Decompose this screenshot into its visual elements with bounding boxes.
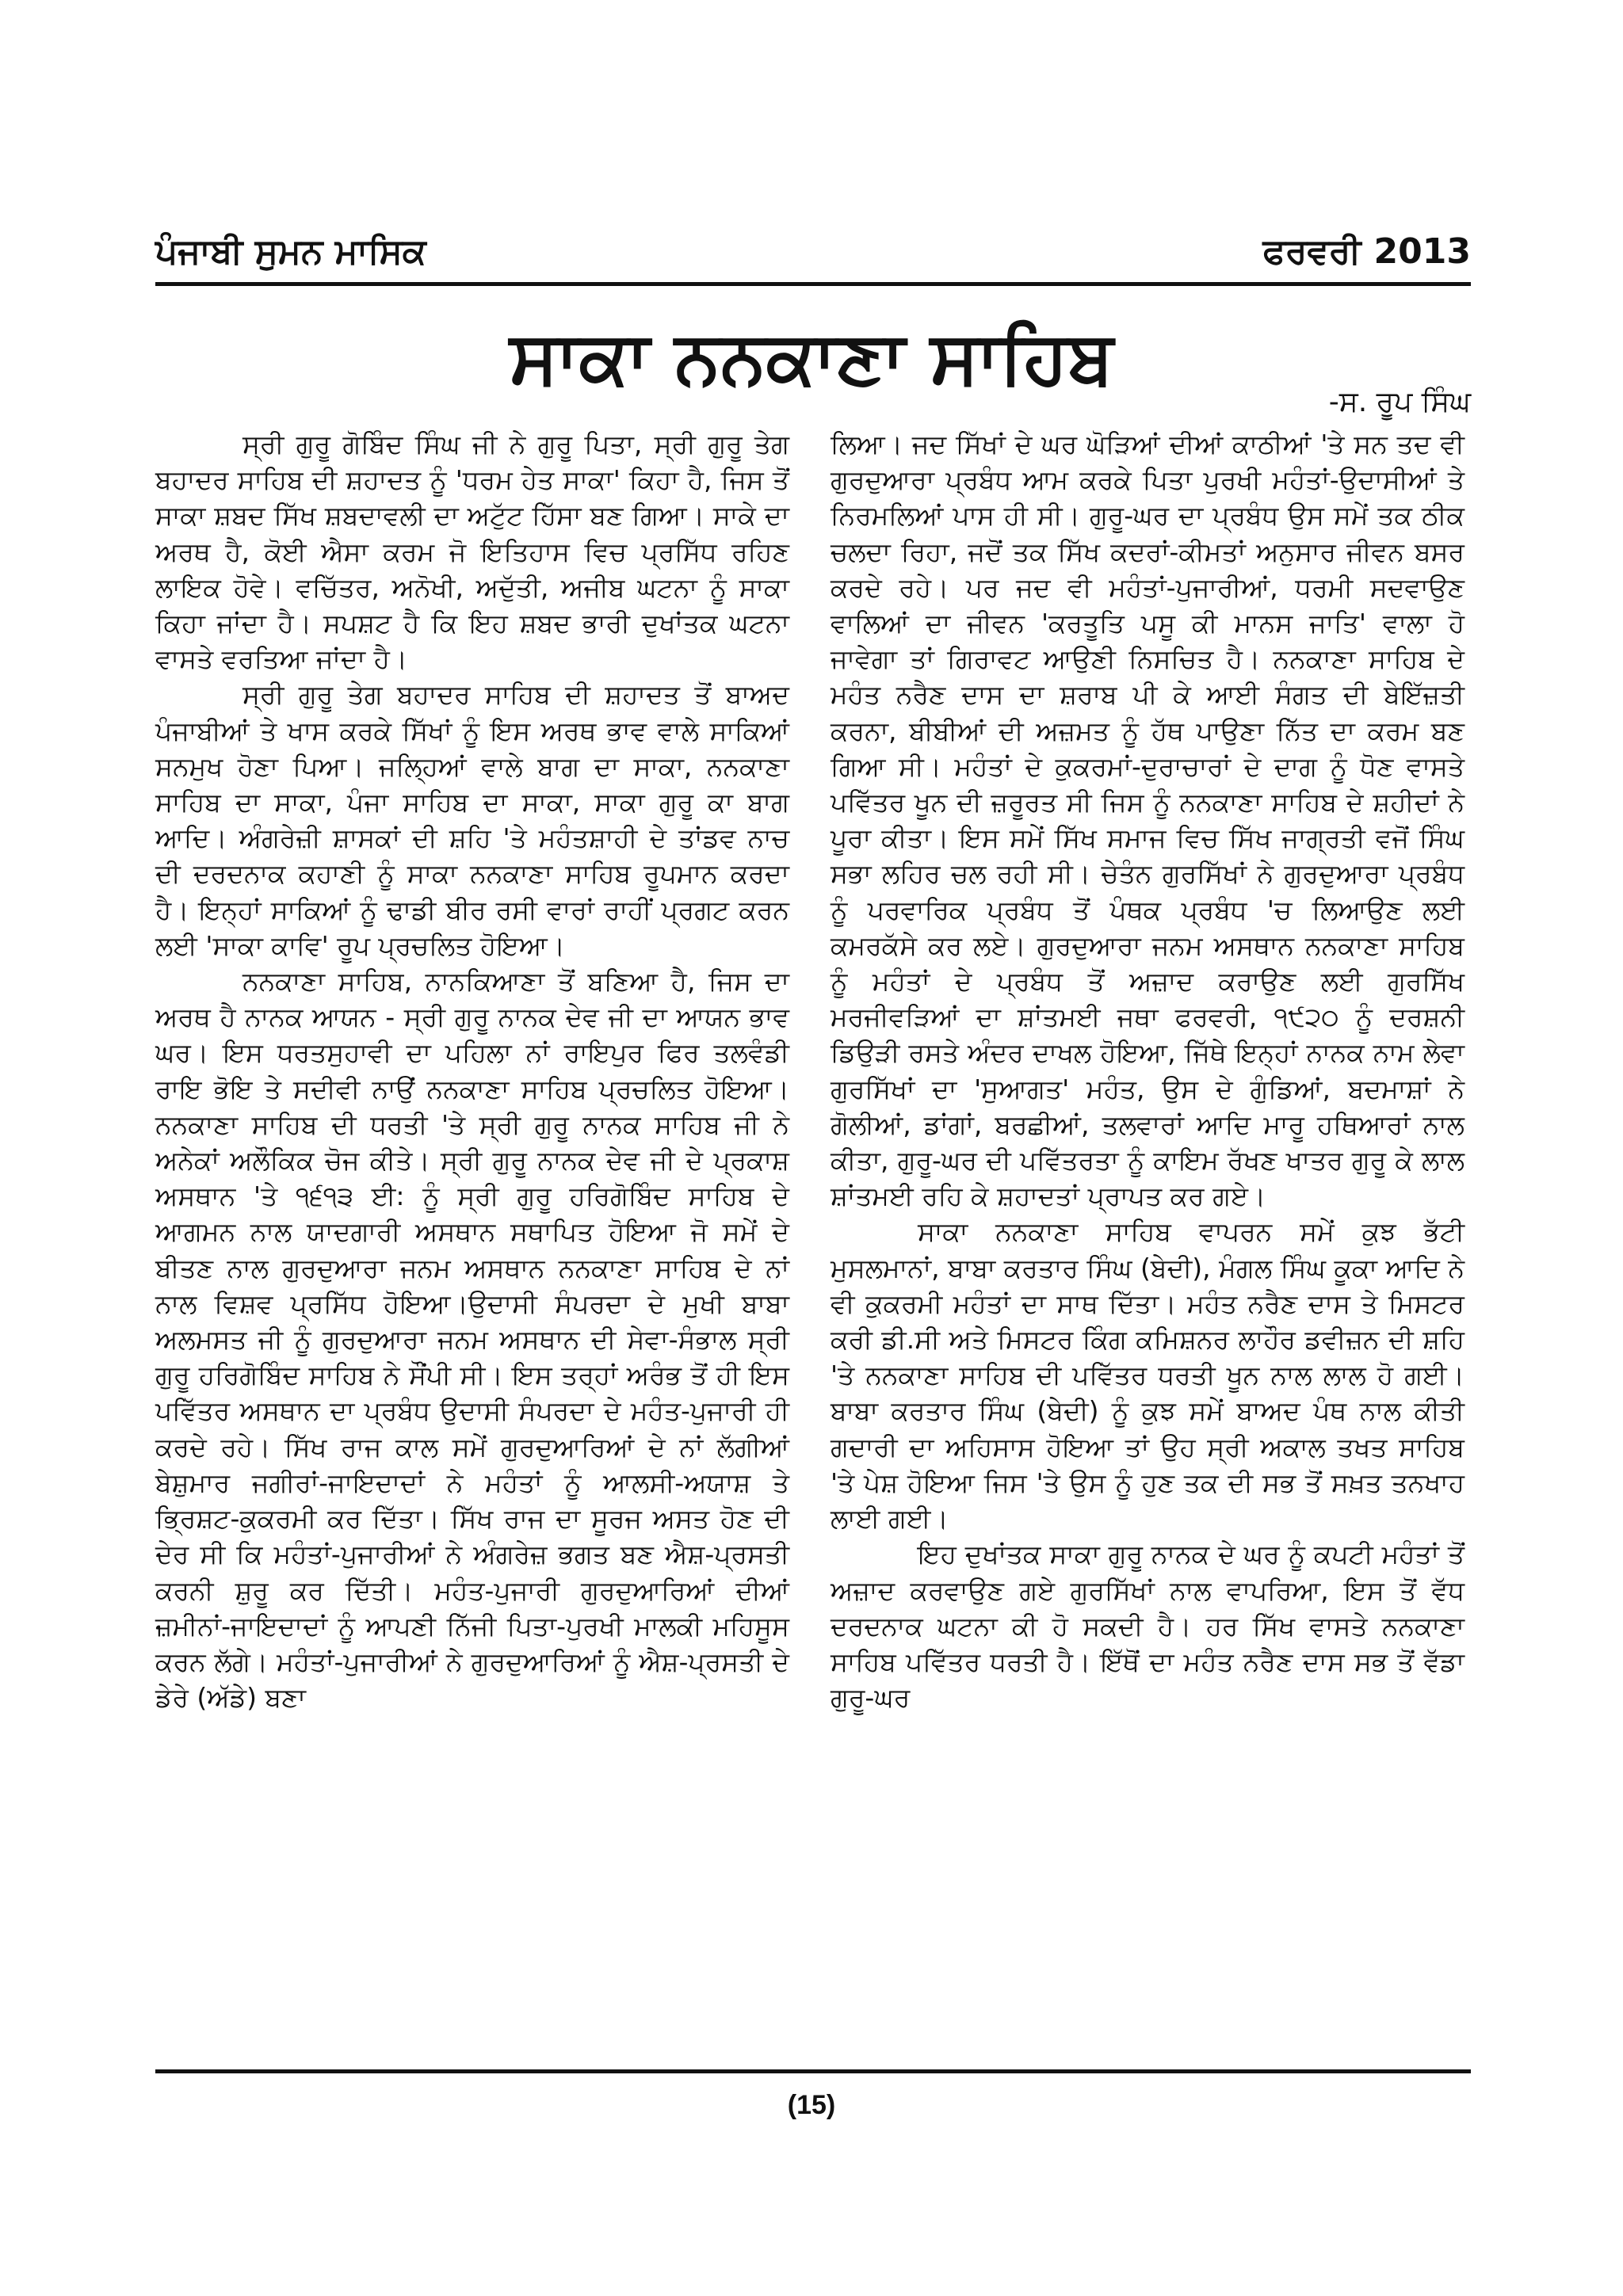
issue-date <box>1262 230 1471 274</box>
paragraph: ਇਹ ਦੁਖਾਂਤਕ ਸਾਕਾ ਗੁਰੂ ਨਾਨਕ ਦੇ ਘਰ ਨੂੰ ਕਪਟੀ ਮਹੰਤਾਂ ਤੋਂ ਅਜ਼ਾਦ ਕਰਵਾਉਣ ਗਏ ਗੁਰਸਿੱਖਾਂ ਨਾਲ ਵਾਪਰਿਆ, ਇਸ ਤੋਂ ਵੱਧ ਦਰਦਨਾਕ ਘਟਨਾ ਕੀ ਹੋ ਸਕਦੀ ਹੈ। ਹਰ ਸਿੱਖ ਵਾਸਤੇ ਨਨਕਾਣਾ ਸਾਹਿਬ ਪਵਿੱਤਰ ਧਰਤੀ ਹੈ। ਇੱਥੋਂ ਦਾ ਮਹੰਤ ਨਰੈਣ ਦਾਸ ਸਭ ਤੋਂ ਵੱਡਾ ਗੁਰੂ-ਘਰ <box>831 1539 1465 1714</box>
publication-name: ਪੰਜਾਬੀ ਸੁਮਨ ਮਾਸਿਕ <box>155 231 426 272</box>
paragraph: ਸਾਕਾ ਨਨਕਾਣਾ ਸਾਹਿਬ ਵਾਪਰਨ ਸਮੇਂ ਕੁਝ ਭੱਟੀ ਮੁਸਲਮਾਨਾਂ, ਬਾਬਾ ਕਰਤਾਰ ਸਿੰਘ (ਬੇਦੀ), ਮੰਗਲ ਸਿੰਘ ਕੂਕਾ ਆਦਿ ਨੇ ਵੀ ਕੁਕਰਮੀ ਮਹੰਤਾਂ ਦਾ ਸਾਥ ਦਿੱਤਾ। ਮਹੰਤ ਨਰੈਣ ਦਾਸ ਤੇ ਮਿਸਟਰ ਕਰੀ ਡੀ.ਸੀ ਅਤੇ ਮਿਸਟਰ ਕਿੰਗ ਕਮਿਸ਼ਨਰ ਲਾਹੌਰ ਡਵੀਜ਼ਨ ਦੀ ਸ਼ਹਿ 'ਤੇ ਨਨਕਾਣਾ ਸਾਹਿਬ ਦੀ ਪਵਿੱਤਰ ਧਰਤੀ ਖੂਨ ਨਾਲ ਲਾਲ ਹੋ ਗਈ। ਬਾਬਾ ਕਰਤਾਰ ਸਿੰਘ (ਬੇਦੀ) ਨੂੰ ਕੁਝ ਸਮੇਂ ਬਾਅਦ ਪੰਥ ਨਾਲ ਕੀਤੀ ਗਦਾਰੀ ਦਾ ਅਹਿਸਾਸ ਹੋਇਆ ਤਾਂ ਉਹ ਸ੍ਰੀ ਅਕਾਲ ਤਖਤ ਸਾਹਿਬ 'ਤੇ ਪੇਸ਼ ਹੋਇਆ ਜਿਸ 'ਤੇ ਉਸ ਨੂੰ ਹੁਣ ਤਕ ਦੀ ਸਭ ਤੋਂ ਸਖ਼ਤ ਤਨਖਾਹ ਲਾਈ ਗਈ। <box>831 1216 1465 1535</box>
left-column <box>155 426 789 1715</box>
page-number: (15) <box>787 2090 836 2120</box>
article-title: ਸਾਕਾ ਨਨਕਾਣਾ ਸਾਹਿਬ <box>509 315 1114 400</box>
article-author: -ਸ. ਰੂਪ ਸਿੰਘ <box>1328 386 1471 418</box>
issue-year: 2013 <box>1373 231 1471 272</box>
paragraph: ਸ੍ਰੀ ਗੁਰੂ ਤੇਗ ਬਹਾਦਰ ਸਾਹਿਬ ਦੀ ਸ਼ਹਾਦਤ ਤੋਂ ਬਾਅਦ ਪੰਜਾਬੀਆਂ ਤੇ ਖਾਸ ਕਰਕੇ ਸਿੱਖਾਂ ਨੂੰ ਇਸ ਅਰਥ ਭਾਵ ਵਾਲੇ ਸਾਕਿਆਂ ਸਨਮੁਖ ਹੋਣਾ ਪਿਆ। ਜਲ੍ਹਿਆਂ ਵਾਲੇ ਬਾਗ ਦਾ ਸਾਕਾ, ਨਨਕਾਣਾ ਸਾਹਿਬ ਦਾ ਸਾਕਾ, ਪੰਜਾ ਸਾਹਿਬ ਦਾ ਸਾਕਾ, ਸਾਕਾ ਗੁਰੂ ਕਾ ਬਾਗ ਆਦਿ। ਅੰਗਰੇਜ਼ੀ ਸ਼ਾਸਕਾਂ ਦੀ ਸ਼ਹਿ 'ਤੇ ਮਹੰਤਸ਼ਾਹੀ ਦੇ ਤਾਂਡਵ ਨਾਚ ਦੀ ਦਰਦਨਾਕ ਕਹਾਣੀ ਨੂੰ ਸਾਕਾ ਨਨਕਾਣਾ ਸਾਹਿਬ ਰੂਪਮਾਨ ਕਰਦਾ ਹੈ। ਇਨ੍ਹਾਂ ਸਾਕਿਆਂ ਨੂੰ ਢਾਡੀ ਬੀਰ ਰਸੀ ਵਾਰਾਂ ਰਾਹੀਂ ਪ੍ਰਗਟ ਕਰਨ ਲਈ 'ਸਾਕਾ ਕਾਵਿ' ਰੂਪ ਪ੍ਰਚਲਿਤ ਹੋਇਆ। <box>155 679 789 961</box>
footer-rule <box>155 2069 1471 2073</box>
right-column <box>831 426 1465 1715</box>
paragraph: ਨਨਕਾਣਾ ਸਾਹਿਬ, ਨਾਨਕਿਆਣਾ ਤੋਂ ਬਣਿਆ ਹੈ, ਜਿਸ ਦਾ ਅਰਥ ਹੈ ਨਾਨਕ ਆਯਨ - ਸ੍ਰੀ ਗੁਰੂ ਨਾਨਕ ਦੇਵ ਜੀ ਦਾ ਆਯਨ ਭਾਵ ਘਰ। ਇਸ ਧਰਤਸੁਹਾਵੀ ਦਾ ਪਹਿਲਾ ਨਾਂ ਰਾਇਪੁਰ ਫਿਰ ਤਲਵੰਡੀ ਰਾਇ ਭੋਇ ਤੇ ਸਦੀਵੀ ਨਾਉਂ ਨਨਕਾਣਾ ਸਾਹਿਬ ਪ੍ਰਚਲਿਤ ਹੋਇਆ। ਨਨਕਾਣਾ ਸਾਹਿਬ ਦੀ ਧਰਤੀ 'ਤੇ ਸ੍ਰੀ ਗੁਰੂ ਨਾਨਕ ਸਾਹਿਬ ਜੀ ਨੇ ਅਨੇਕਾਂ ਅਲੌਕਿਕ ਚੋਜ ਕੀਤੇ। ਸ੍ਰੀ ਗੁਰੂ ਨਾਨਕ ਦੇਵ ਜੀ ਦੇ ਪ੍ਰਕਾਸ਼ ਅਸਥਾਨ 'ਤੇ ੧੬੧੩ ਈ: ਨੂੰ ਸ੍ਰੀ ਗੁਰੂ ਹਰਿਗੋਬਿੰਦ ਸਾਹਿਬ ਦੇ ਆਗਮਨ ਨਾਲ ਯਾਦਗਾਰੀ ਅਸਥਾਨ ਸਥਾਪਿਤ ਹੋਇਆ ਜੋ ਸਮੇਂ ਦੇ ਬੀਤਣ ਨਾਲ ਗੁਰਦੁਆਰਾ ਜਨਮ ਅਸਥਾਨ ਨਨਕਾਣਾ ਸਾਹਿਬ ਦੇ ਨਾਂ ਨਾਲ ਵਿਸ਼ਵ ਪ੍ਰਸਿੱਧ ਹੋਇਆ।ਉਦਾਸੀ ਸੰਪਰਦਾ ਦੇ ਮੁਖੀ ਬਾਬਾ ਅਲਮਸਤ ਜੀ ਨੂੰ ਗੁਰਦੁਆਰਾ ਜਨਮ ਅਸਥਾਨ ਦੀ ਸੇਵਾ-ਸੰਭਾਲ ਸ੍ਰੀ ਗੁਰੂ ਹਰਿਗੋਬਿੰਦ ਸਾਹਿਬ ਨੇ ਸੌਂਪੀ ਸੀ। ਇਸ ਤਰ੍ਹਾਂ ਅਰੰਭ ਤੋਂ ਹੀ ਇਸ ਪਵਿੱਤਰ ਅਸਥਾਨ ਦਾ ਪ੍ਰਬੰਧ ਉਦਾਸੀ ਸੰਪਰਦਾ ਦੇ ਮਹੰਤ-ਪੁਜਾਰੀ ਹੀ ਕਰਦੇ ਰਹੇ। ਸਿੱਖ ਰਾਜ ਕਾਲ ਸਮੇਂ ਗੁਰਦੁਆਰਿਆਂ ਦੇ ਨਾਂ ਲੱਗੀਆਂ ਬੇਸ਼ੁਮਾਰ ਜਗੀਰਾਂ-ਜਾਇਦਾਦਾਂ ਨੇ ਮਹੰਤਾਂ ਨੂੰ ਆਲਸੀ-ਅਯਾਸ਼ ਤੇ ਭ੍ਰਿਸ਼ਟ-ਕੁਕਰਮੀ ਕਰ ਦਿੱਤਾ। ਸਿੱਖ ਰਾਜ ਦਾ ਸੂਰਜ ਅਸਤ ਹੋਣ ਦੀ ਦੇਰ ਸੀ ਕਿ ਮਹੰਤਾਂ-ਪੁਜਾਰੀਆਂ ਨੇ ਅੰਗਰੇਜ਼ ਭਗਤ ਬਣ ਐਸ਼-ਪ੍ਰਸਤੀ ਕਰਨੀ ਸ਼ੁਰੂ ਕਰ ਦਿੱਤੀ। ਮਹੰਤ-ਪੁਜਾਰੀ ਗੁਰਦੁਆਰਿਆਂ ਦੀਆਂ ਜ਼ਮੀਨਾਂ-ਜਾਇਦਾਦਾਂ ਨੂੰ ਆਪਣੀ ਨਿੱਜੀ ਪਿਤਾ-ਪੁਰਖੀ ਮਾਲਕੀ ਮਹਿਸੂਸ ਕਰਨ ਲੱਗੇ। ਮਹੰਤਾਂ-ਪੁਜਾਰੀਆਂ ਨੇ ਗੁਰਦੁਆਰਿਆਂ ਨੂੰ ਐਸ਼-ਪ੍ਰਸਤੀ ਦੇ ਡੇਰੇ (ਅੱਡੇ) ਬਣਾ <box>155 966 789 1714</box>
page-header <box>155 230 1471 274</box>
issue-month: ਫਰਵਰੀ <box>1262 231 1361 272</box>
header-rule <box>155 282 1471 286</box>
paragraph: ਲਿਆ। ਜਦ ਸਿੱਖਾਂ ਦੇ ਘਰ ਘੋੜਿਆਂ ਦੀਆਂ ਕਾਠੀਆਂ 'ਤੇ ਸਨ ਤਦ ਵੀ ਗੁਰਦੁਆਰਾ ਪ੍ਰਬੰਧ ਆਮ ਕਰਕੇ ਪਿਤਾ ਪੁਰਖੀ ਮਹੰਤਾਂ-ਉਦਾਸੀਆਂ ਤੇ ਨਿਰਮਲਿਆਂ ਪਾਸ ਹੀ ਸੀ। ਗੁਰੂ-ਘਰ ਦਾ ਪ੍ਰਬੰਧ ਉਸ ਸਮੇਂ ਤਕ ਠੀਕ ਚਲਦਾ ਰਿਹਾ, ਜਦੋਂ ਤਕ ਸਿੱਖ ਕਦਰਾਂ-ਕੀਮਤਾਂ ਅਨੁਸਾਰ ਜੀਵਨ ਬਸਰ ਕਰਦੇ ਰਹੇ। ਪਰ ਜਦ ਵੀ ਮਹੰਤਾਂ-ਪੁਜਾਰੀਆਂ, ਧਰਮੀ ਸਦਵਾਉਣ ਵਾਲਿਆਂ ਦਾ ਜੀਵਨ 'ਕਰਤੂਤਿ ਪਸੂ ਕੀ ਮਾਨਸ ਜਾਤਿ' ਵਾਲਾ ਹੋ ਜਾਵੇਗਾ ਤਾਂ ਗਿਰਾਵਟ ਆਉਣੀ ਨਿਸਚਿਤ ਹੈ। ਨਨਕਾਣਾ ਸਾਹਿਬ ਦੇ ਮਹੰਤ ਨਰੈਣ ਦਾਸ ਦਾ ਸ਼ਰਾਬ ਪੀ ਕੇ ਆਈ ਸੰਗਤ ਦੀ ਬੇਇੱਜ਼ਤੀ ਕਰਨਾ, ਬੀਬੀਆਂ ਦੀ ਅਜ਼ਮਤ ਨੂੰ ਹੱਥ ਪਾਉਣਾ ਨਿੱਤ ਦਾ ਕਰਮ ਬਣ ਗਿਆ ਸੀ। ਮਹੰਤਾਂ ਦੇ ਕੁਕਰਮਾਂ-ਦੁਰਾਚਾਰਾਂ ਦੇ ਦਾਗ ਨੂੰ ਧੋਣ ਵਾਸਤੇ ਪਵਿੱਤਰ ਖੂਨ ਦੀ ਜ਼ਰੂਰਤ ਸੀ ਜਿਸ ਨੂੰ ਨਨਕਾਣਾ ਸਾਹਿਬ ਦੇ ਸ਼ਹੀਦਾਂ ਨੇ ਪੂਰਾ ਕੀਤਾ। ਇਸ ਸਮੇਂ ਸਿੱਖ ਸਮਾਜ ਵਿਚ ਸਿੱਖ ਜਾਗ੍ਰਤੀ ਵਜੋਂ ਸਿੰਘ ਸਭਾ ਲਹਿਰ ਚਲ ਰਹੀ ਸੀ। ਚੇਤੰਨ ਗੁਰਸਿੱਖਾਂ ਨੇ ਗੁਰਦੁਆਰਾ ਪ੍ਰਬੰਧ ਨੂੰ ਪਰਵਾਰਿਕ ਪ੍ਰਬੰਧ ਤੋਂ ਪੰਥਕ ਪ੍ਰਬੰਧ 'ਚ ਲਿਆਉਣ ਲਈ ਕਮਰਕੱਸੇ ਕਰ ਲਏ। ਗੁਰਦੁਆਰਾ ਜਨਮ ਅਸਥਾਨ ਨਨਕਾਣਾ ਸਾਹਿਬ ਨੂੰ ਮਹੰਤਾਂ ਦੇ ਪ੍ਰਬੰਧ ਤੋਂ ਅਜ਼ਾਦ ਕਰਾਉਣ ਲਈ ਗੁਰਸਿੱਖ ਮਰਜੀਵੜਿਆਂ ਦਾ ਸ਼ਾਂਤਮਈ ਜਥਾ ਫਰਵਰੀ, ੧੯੨੦ ਨੂੰ ਦਰਸ਼ਨੀ ਡਿਉੜੀ ਰਸਤੇ ਅੰਦਰ ਦਾਖਲ ਹੋਇਆ, ਜਿੱਥੇ ਇਨ੍ਹਾਂ ਨਾਨਕ ਨਾਮ ਲੇਵਾ ਗੁਰਸਿੱਖਾਂ ਦਾ 'ਸੁਆਗਤ' ਮਹੰਤ, ਉਸ ਦੇ ਗੁੰਡਿਆਂ, ਬਦਮਾਸ਼ਾਂ ਨੇ ਗੋਲੀਆਂ, ਡਾਂਗਾਂ, ਬਰਛੀਆਂ, ਤਲਵਾਰਾਂ ਆਦਿ ਮਾਰੂ ਹਥਿਆਰਾਂ ਨਾਲ ਕੀਤਾ, ਗੁਰੂ-ਘਰ ਦੀ ਪਵਿੱਤਰਤਾ ਨੂੰ ਕਾਇਮ ਰੱਖਣ ਖਾਤਰ ਗੁਰੂ ਕੇ ਲਾਲ ਸ਼ਾਂਤਮਈ ਰਹਿ ਕੇ ਸ਼ਹਾਦਤਾਂ ਪ੍ਰਾਪਤ ਕਰ ਗਏ। <box>831 429 1465 1212</box>
paragraph: ਸ੍ਰੀ ਗੁਰੂ ਗੋਬਿੰਦ ਸਿੰਘ ਜੀ ਨੇ ਗੁਰੂ ਪਿਤਾ, ਸ੍ਰੀ ਗੁਰੂ ਤੇਗ ਬਹਾਦਰ ਸਾਹਿਬ ਦੀ ਸ਼ਹਾਦਤ ਨੂੰ 'ਧਰਮ ਹੇਤ ਸਾਕਾ' ਕਿਹਾ ਹੈ, ਜਿਸ ਤੋਂ ਸਾਕਾ ਸ਼ਬਦ ਸਿੱਖ ਸ਼ਬਦਾਵਲੀ ਦਾ ਅਟੁੱਟ ਹਿੱਸਾ ਬਣ ਗਿਆ। ਸਾਕੇ ਦਾ ਅਰਥ ਹੈ, ਕੋਈ ਐਸਾ ਕਰਮ ਜੋ ਇਤਿਹਾਸ ਵਿਚ ਪ੍ਰਸਿੱਧ ਰਹਿਣ ਲਾਇਕ ਹੋਵੇ। ਵਚਿੱਤਰ, ਅਨੋਖੀ, ਅਦੁੱਤੀ, ਅਜੀਬ ਘਟਨਾ ਨੂੰ ਸਾਕਾ ਕਿਹਾ ਜਾਂਦਾ ਹੈ। ਸਪਸ਼ਟ ਹੈ ਕਿ ਇਹ ਸ਼ਬਦ ਭਾਰੀ ਦੁਖਾਂਤਕ ਘਟਨਾ ਵਾਸਤੇ ਵਰਤਿਆ ਜਾਂਦਾ ਹੈ। <box>155 429 789 675</box>
